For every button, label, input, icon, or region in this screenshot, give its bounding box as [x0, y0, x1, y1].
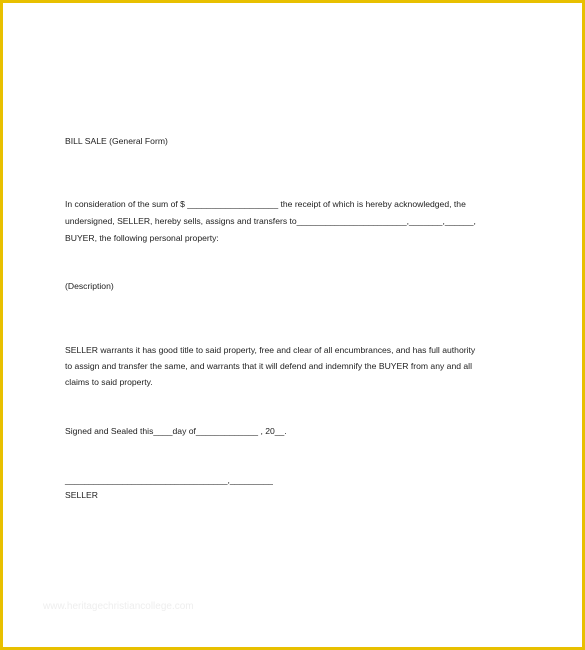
watermark-text: www.heritagechristiancollege.com: [43, 601, 194, 612]
consideration-line-3: BUYER, the following personal property:: [65, 233, 219, 243]
consideration-line-1: In consideration of the sum of $ ___________________ the receipt of which is hereby acknowledged, the: [65, 199, 466, 209]
warrant-line-3: claims to said property.: [65, 377, 153, 387]
signature-line: __________________________________,_________: [65, 475, 273, 485]
seller-label: SELLER: [65, 490, 98, 500]
description-label: (Description): [65, 281, 114, 291]
consideration-line-2: undersigned, SELLER, hereby sells, assigns and transfers to_______________________,_______,______,: [65, 216, 476, 226]
signed-sealed-line: Signed and Sealed this____day of_____________ , 20__.: [65, 426, 287, 436]
warrant-line-2: to assign and transfer the same, and warrants that it will defend and indemnify the BUYER from any and all: [65, 361, 472, 371]
document-title: BILL SALE (General Form): [65, 136, 168, 146]
warrant-line-1: SELLER warrants it has good title to said property, free and clear of all encumbrances, and has full authority: [65, 345, 476, 355]
